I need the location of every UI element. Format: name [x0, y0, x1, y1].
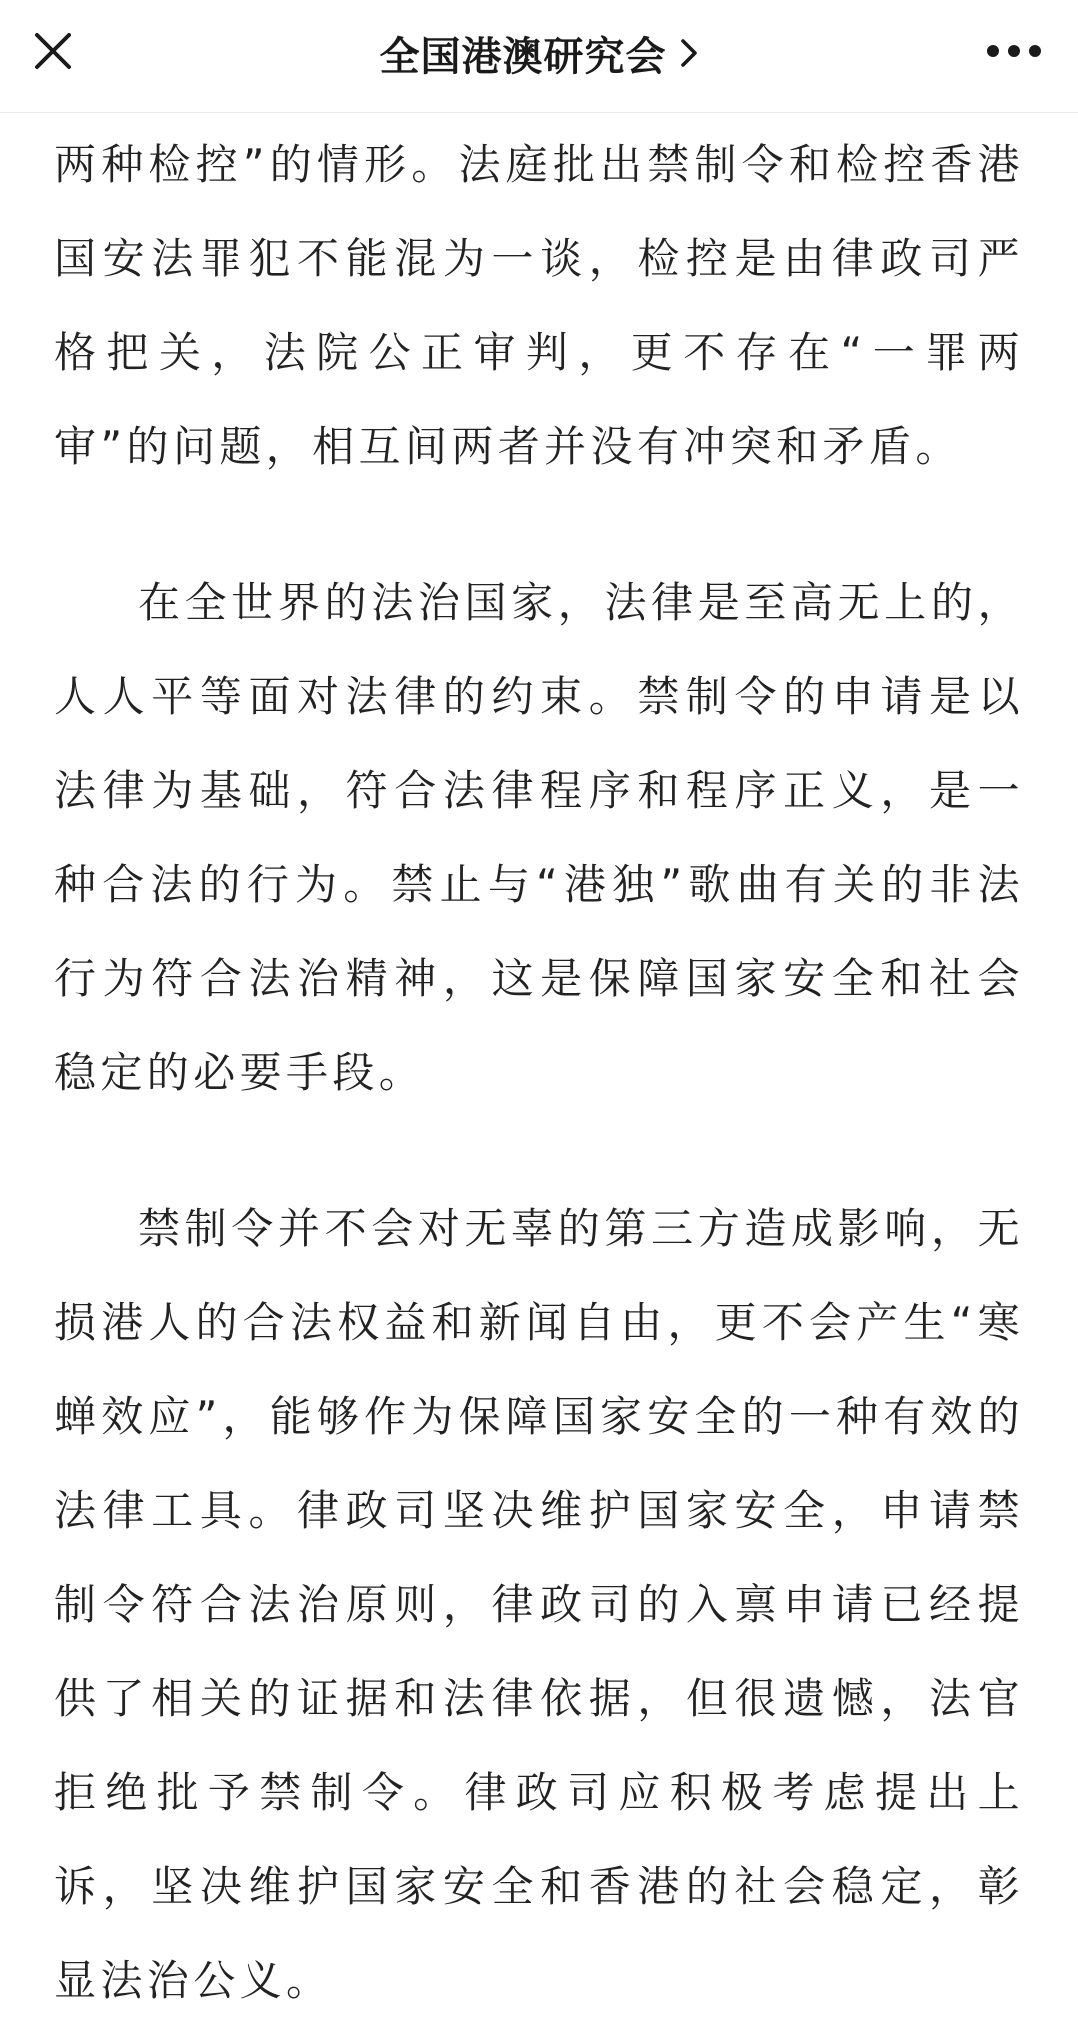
top-nav-bar	[0, 0, 1078, 113]
account-title: 全国港澳研究会	[379, 33, 667, 80]
article-paragraph: 两种检控”的情形。法庭批出禁制令和检控香港国安法罪犯不能混为一谈，检控是由律政司严格把关，法院公正审判，更不存在“一罪两审”的问题，相互间两者并没有冲突和矛盾。	[54, 140, 1024, 471]
paragraph-spacer	[54, 494, 1024, 556]
close-button[interactable]	[22, 20, 84, 82]
article-paragraph: 禁制令并不会对无辜的第三方造成影响，无损港人的合法权益和新闻自由，更不会产生“寒蝉效应”，能够作为保障国家安全的一种有效的法律工具。律政司坚决维护国家安全，申请禁制令符合法治原则，律政司的入禀申请已经提供了相关的证据和法律依据，但很遗憾，法官拒绝批予禁制令。律政司应积极考虑提出上诉，坚决维护国家安全和香港的社会稳定，彰显法治公义。	[54, 1204, 1024, 2005]
article-body	[54, 118, 1024, 2028]
account-title-link[interactable]	[250, 20, 828, 86]
article-paragraph: 在全世界的法治国家，法律是至高无上的，人人平等面对法律的约束。禁制令的申请是以法律为基础，符合法律程序和程序正义，是一种合法的行为。禁止与“港独”歌曲有关的非法行为符合法治精神，这是保障国家安全和社会稳定的必要手段。	[54, 578, 1024, 1097]
close-icon	[31, 29, 75, 73]
chevron-right-icon	[679, 37, 699, 69]
more-options-button[interactable]	[976, 20, 1052, 82]
more-dots-icon	[986, 44, 1042, 58]
paragraph-spacer	[54, 1120, 1024, 1182]
